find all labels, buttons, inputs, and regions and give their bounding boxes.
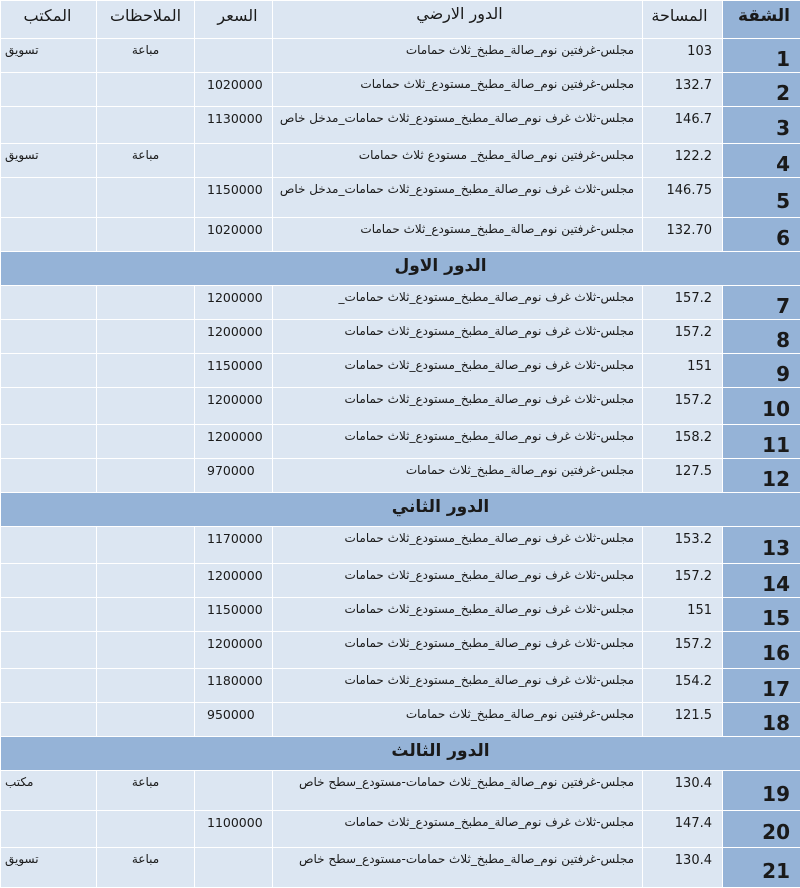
area-cell: 157.2	[643, 632, 723, 669]
table-header-row	[1, 1, 800, 39]
office-cell	[1, 320, 97, 354]
notes-cell	[97, 811, 195, 848]
unit-number-cell: 11	[723, 425, 800, 459]
notes-cell	[97, 73, 195, 107]
header-price: السعر	[195, 1, 273, 39]
area-cell: 130.4	[643, 848, 723, 888]
office-cell: تسويق	[1, 39, 97, 73]
notes-cell	[97, 564, 195, 598]
header-notes: الملاحظات	[97, 1, 195, 39]
notes-cell	[97, 425, 195, 459]
description-cell: مجلس-ثلاث غرف نوم_صالة_مطبخ_مستودع_ثلاث حمامات	[273, 598, 643, 632]
table-row	[1, 703, 800, 737]
unit-number-cell: 5	[723, 178, 800, 218]
description-cell: مجلس-غرفتين نوم_صالة_مطبخ_ثلاث حمامات-مستودع_سطح خاص	[273, 848, 643, 888]
office-cell	[1, 388, 97, 425]
description-cell: مجلس-ثلاث غرف نوم_صالة_مطبخ_مستودع_ثلاث حمامات	[273, 527, 643, 564]
area-cell: 153.2	[643, 527, 723, 564]
office-cell	[1, 218, 97, 252]
area-cell: 132.70	[643, 218, 723, 252]
office-cell	[1, 527, 97, 564]
description-cell: مجلس-ثلاث غرف نوم_صالة_مطبخ_مستودع_ثلاث حمامات	[273, 354, 643, 388]
price-cell: 970000	[195, 459, 273, 493]
price-cell: 1170000	[195, 527, 273, 564]
table-row	[1, 320, 800, 354]
floor-label-cell	[1, 252, 800, 286]
price-cell: 1150000	[195, 354, 273, 388]
notes-cell	[97, 632, 195, 669]
area-cell: 146.75	[643, 178, 723, 218]
office-cell: تسويق	[1, 848, 97, 888]
unit-number-cell: 14	[723, 564, 800, 598]
price-cell: 1200000	[195, 632, 273, 669]
price-cell: 1150000	[195, 598, 273, 632]
unit-number-cell: 18	[723, 703, 800, 737]
notes-cell	[97, 703, 195, 737]
unit-number-cell: 4	[723, 144, 800, 178]
notes-cell: مباعة	[97, 771, 195, 811]
price-cell: 1180000	[195, 669, 273, 703]
unit-number-cell: 6	[723, 218, 800, 252]
area-cell: 121.5	[643, 703, 723, 737]
floor-header-row	[1, 252, 800, 286]
office-cell	[1, 598, 97, 632]
area-cell: 147.4	[643, 811, 723, 848]
price-cell	[195, 144, 273, 178]
table-row	[1, 669, 800, 703]
area-cell: 103	[643, 39, 723, 73]
office-cell	[1, 178, 97, 218]
unit-number-cell: 21	[723, 848, 800, 888]
area-cell: 157.2	[643, 564, 723, 598]
table-row	[1, 144, 800, 178]
table-row	[1, 286, 800, 320]
notes-cell	[97, 354, 195, 388]
notes-cell: مباعة	[97, 144, 195, 178]
unit-number-cell: 19	[723, 771, 800, 811]
table-row	[1, 388, 800, 425]
area-cell: 157.2	[643, 388, 723, 425]
price-cell: 1150000	[195, 178, 273, 218]
area-cell: 151	[643, 598, 723, 632]
header-office: المكتب	[1, 1, 97, 39]
price-cell: 1130000	[195, 107, 273, 144]
price-cell: 1200000	[195, 320, 273, 354]
area-cell: 146.7	[643, 107, 723, 144]
office-cell	[1, 354, 97, 388]
office-cell	[1, 703, 97, 737]
description-cell: مجلس-ثلاث غرف نوم_صالة_مطبخ_مستودع_ثلاث حمامات_	[273, 286, 643, 320]
notes-cell	[97, 598, 195, 632]
floor-label-cell	[1, 493, 800, 527]
notes-cell	[97, 320, 195, 354]
office-cell	[1, 107, 97, 144]
price-cell: 1200000	[195, 425, 273, 459]
office-cell	[1, 811, 97, 848]
area-cell: 154.2	[643, 669, 723, 703]
office-cell: مكتب	[1, 771, 97, 811]
description-cell: مجلس-ثلاث غرف نوم_صالة_مطبخ_مستودع_ثلاث حمامات	[273, 320, 643, 354]
area-cell: 122.2	[643, 144, 723, 178]
unit-number-cell: 10	[723, 388, 800, 425]
description-cell: مجلس-غرفتين نوم_صالة_مطبخ_ثلاث حمامات	[273, 703, 643, 737]
description-cell: مجلس-غرفتين نوم_صالة_مطبخ_مستودع_ثلاث حمامات	[273, 218, 643, 252]
table-row	[1, 564, 800, 598]
floor-label: الدور الثاني	[392, 497, 489, 517]
unit-number-cell: 1	[723, 39, 800, 73]
table-row	[1, 178, 800, 218]
office-cell: تسويق	[1, 144, 97, 178]
area-cell: 157.2	[643, 320, 723, 354]
table-row	[1, 598, 800, 632]
table-row	[1, 771, 800, 811]
description-cell: مجلس-غرفتين نوم_صالة_مطبخ_ثلاث حمامات-مستودع_سطح خاص	[273, 771, 643, 811]
notes-cell	[97, 286, 195, 320]
notes-cell	[97, 107, 195, 144]
unit-number-cell: 9	[723, 354, 800, 388]
table-row	[1, 527, 800, 564]
office-cell	[1, 286, 97, 320]
unit-number-cell: 17	[723, 669, 800, 703]
unit-number-cell: 16	[723, 632, 800, 669]
floor-header-row	[1, 493, 800, 527]
description-cell: مجلس-غرفتين نوم_صالة_مطبخ_مستودع_ثلاث حمامات	[273, 73, 643, 107]
unit-number-cell: 12	[723, 459, 800, 493]
notes-cell	[97, 388, 195, 425]
unit-number-cell: 3	[723, 107, 800, 144]
notes-cell	[97, 459, 195, 493]
notes-cell	[97, 669, 195, 703]
header-unit: الشقة	[723, 1, 800, 39]
table-row	[1, 811, 800, 848]
office-cell	[1, 73, 97, 107]
floor-header-row	[1, 737, 800, 771]
price-cell: 950000	[195, 703, 273, 737]
description-cell: مجلس-ثلاث غرف نوم_صالة_مطبخ_مستودع_ثلاث حمامات	[273, 669, 643, 703]
unit-number-cell: 20	[723, 811, 800, 848]
price-cell: 1100000	[195, 811, 273, 848]
office-cell	[1, 564, 97, 598]
area-cell: 157.2	[643, 286, 723, 320]
unit-number-cell: 7	[723, 286, 800, 320]
floor-label: الدور الاول	[394, 256, 486, 276]
header-description: الدور الارضي	[273, 1, 643, 39]
price-cell: 1200000	[195, 286, 273, 320]
table-row	[1, 107, 800, 144]
office-cell	[1, 632, 97, 669]
unit-number-cell: 8	[723, 320, 800, 354]
description-cell: مجلس-ثلاث غرف نوم_صالة_مطبخ_مستودع_ثلاث حمامات	[273, 632, 643, 669]
table-row	[1, 632, 800, 669]
office-cell	[1, 459, 97, 493]
price-cell: 1200000	[195, 564, 273, 598]
description-cell: مجلس-غرفتين نوم_صالة_مطبخ_ثلاث حمامات	[273, 459, 643, 493]
price-cell: 1020000	[195, 218, 273, 252]
price-cell	[195, 848, 273, 888]
apartments-table-body	[1, 1, 800, 888]
table-row	[1, 73, 800, 107]
area-cell: 127.5	[643, 459, 723, 493]
unit-number-cell: 13	[723, 527, 800, 564]
description-cell: مجلس-ثلاث غرف نوم_صالة_مطبخ_مستودع_ثلاث حمامات_مدخل خاص	[273, 178, 643, 218]
notes-cell	[97, 218, 195, 252]
description-cell: مجلس-ثلاث غرف نوم_صالة_مطبخ_مستودع_ثلاث حمامات	[273, 425, 643, 459]
area-cell: 132.7	[643, 73, 723, 107]
price-cell: 1020000	[195, 73, 273, 107]
unit-number-cell: 15	[723, 598, 800, 632]
table-row	[1, 218, 800, 252]
table-row	[1, 354, 800, 388]
notes-cell: مباعة	[97, 848, 195, 888]
office-cell	[1, 425, 97, 459]
floor-label-cell	[1, 737, 800, 771]
notes-cell	[97, 178, 195, 218]
description-cell: مجلس-ثلاث غرف نوم_صالة_مطبخ_مستودع_ثلاث حمامات	[273, 811, 643, 848]
price-cell: 1200000	[195, 388, 273, 425]
table-row	[1, 425, 800, 459]
description-cell: مجلس-ثلاث غرف نوم_صالة_مطبخ_مستودع_ثلاث حمامات_مدخل خاص	[273, 107, 643, 144]
description-cell: مجلس-ثلاث غرف نوم_صالة_مطبخ_مستودع_ثلاث حمامات	[273, 388, 643, 425]
area-cell: 130.4	[643, 771, 723, 811]
table-row	[1, 39, 800, 73]
price-cell	[195, 39, 273, 73]
description-cell: مجلس-ثلاث غرف نوم_صالة_مطبخ_مستودع_ثلاث حمامات	[273, 564, 643, 598]
price-cell	[195, 771, 273, 811]
area-cell: 151	[643, 354, 723, 388]
table-row	[1, 459, 800, 493]
header-area: المساحة	[643, 1, 723, 39]
notes-cell: مباعة	[97, 39, 195, 73]
description-cell: مجلس-غرفتين نوم_صالة_مطبخ_ثلاث حمامات	[273, 39, 643, 73]
floor-label: الدور الثالث	[391, 741, 489, 761]
table-row	[1, 848, 800, 888]
description-cell: مجلس-غرفتين نوم_صالة_مطبخ_ مستودع ثلاث حمامات	[273, 144, 643, 178]
notes-cell	[97, 527, 195, 564]
unit-number-cell: 2	[723, 73, 800, 107]
area-cell: 158.2	[643, 425, 723, 459]
office-cell	[1, 669, 97, 703]
